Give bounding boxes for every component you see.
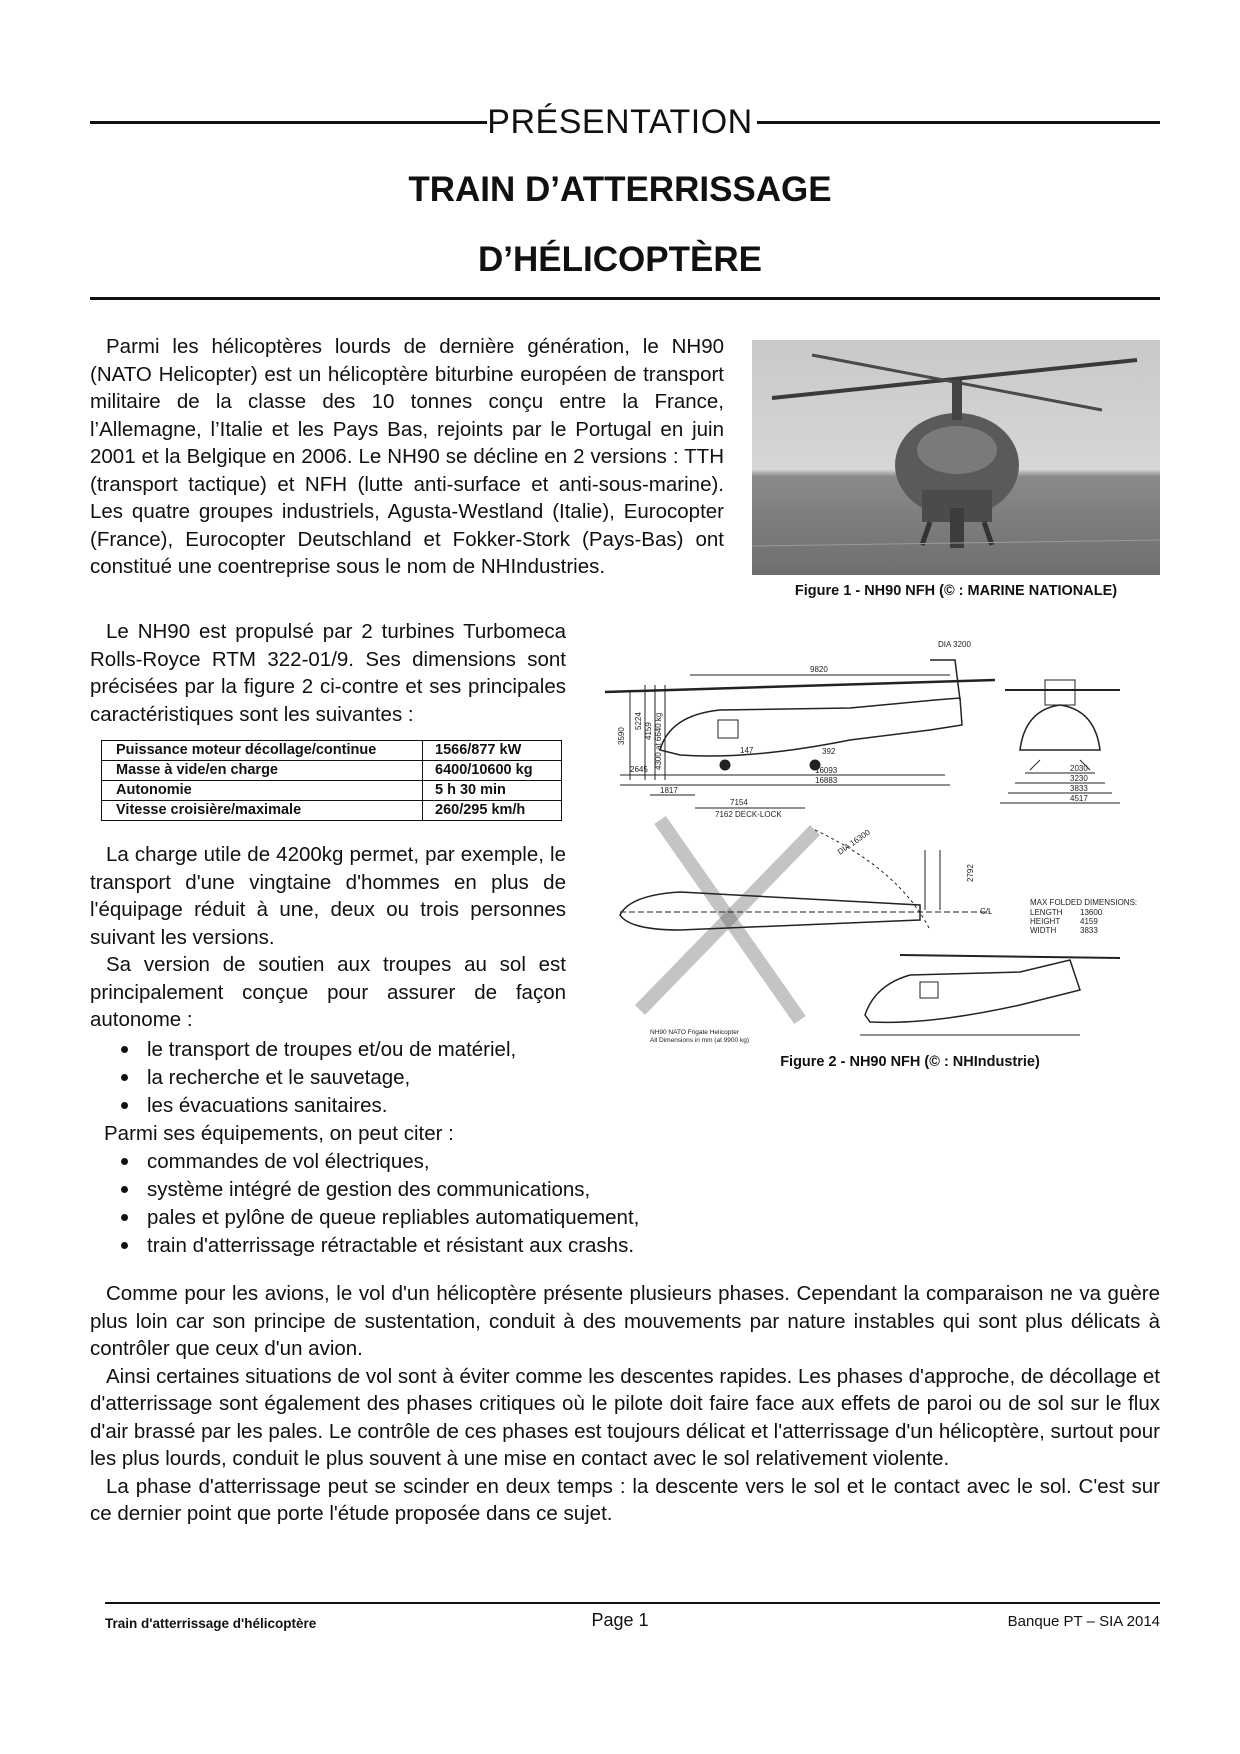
list-item	[90, 1092, 690, 1120]
dim-label: 16883	[815, 776, 838, 785]
dim-label: 3833	[1070, 784, 1088, 793]
missions-list	[90, 1036, 690, 1260]
dim-label: 9820	[810, 665, 828, 674]
intro-text-1: Parmi les hélicoptères lourds de dernière génération, le NH90 (NATO Helicopter) est un hélicoptère biturbine européen de transport militaire de la classe des 10 tonnes conçu entre la France, l’Allemagne, l’Italie et les Pays Bas, rejoints par le Portugal en juin 2001 et la Belgique en 2006. Le NH90 se décline en 2 versions : TTH (transport tactique) et NFH (lutte anti-surface et anti-sous-marine). Les quatre groupes industriels, Agusta-Westland (Italie), Eurocopter (France), Eurocopter Deutschland et Fokker-Stork (Pays-Bas) ont constitué une coentreprise sous le nom de NHIndustries.	[90, 335, 724, 578]
intro-paragraph-2	[90, 618, 566, 728]
list-item-text: le transport de troupes et/ou de matériel,	[147, 1038, 517, 1061]
list-item-text: les évacuations sanitaires.	[147, 1094, 388, 1117]
list-item-text: système intégré de gestion des communications,	[147, 1178, 591, 1201]
dim-label: 4159	[644, 722, 653, 740]
dim-label: 392	[822, 747, 836, 756]
spec-value: 1566/877 kW	[423, 741, 562, 761]
bullet-icon	[121, 1158, 128, 1165]
dim-label: DIA 16300	[835, 827, 872, 857]
dim-label: 2030	[1070, 764, 1088, 773]
title-line-1: TRAIN D’ATTERRISSAGE	[408, 170, 832, 209]
dim-label: C/L	[980, 907, 993, 916]
list-item	[90, 1232, 690, 1260]
bullet-icon	[121, 1102, 128, 1109]
spec-value: 260/295 km/h	[423, 801, 562, 821]
dim-label: HEIGHT	[1030, 917, 1061, 926]
equipment-intro: Parmi ses équipements, on peut citer :	[104, 1122, 454, 1145]
figure-1-photo	[752, 340, 1160, 575]
intro-paragraph-1	[90, 333, 724, 581]
spec-label: Puissance moteur décollage/continue	[102, 741, 423, 761]
list-item-text: commandes de vol électriques,	[147, 1150, 430, 1173]
bullet-icon	[121, 1186, 128, 1193]
middle-paragraphs	[90, 841, 566, 1034]
dim-label: 7154	[730, 798, 748, 807]
dim-label: 4159	[1080, 917, 1098, 926]
bullet-icon	[121, 1214, 128, 1221]
dim-label: 7162 DECK-LOCK	[715, 810, 782, 819]
dim-label: 5224	[634, 712, 643, 730]
footer-right: Banque PT – SIA 2014	[1007, 1613, 1160, 1630]
helicopter-photo-illustration	[752, 340, 1160, 575]
list-item-text: train d'atterrissage rétractable et résistant aux crashs.	[147, 1234, 635, 1257]
flight-phases-text: Comme pour les avions, le vol d'un hélicoptère présente plusieurs phases. Cependant la comparaison ne va guère plus loin car son principe de sustentation, conduit à des mouvements par nature instables qui sont plus délicats à contrôler que ceux d'un avion.	[90, 1282, 1160, 1360]
dim-label: 2645	[630, 765, 648, 774]
dim-label: LENGTH	[1030, 908, 1063, 917]
spec-value: 5 h 30 min	[423, 781, 562, 801]
figure-2-drawing	[600, 630, 1160, 1050]
dim-label: 2792	[966, 864, 975, 882]
bullet-icon	[121, 1074, 128, 1081]
landing-phase-text: La phase d'atterrissage peut se scinder en deux temps : la descente vers le sol et le contact avec le sol. C'est sur ce dernier point que porte l'étude proposée dans ce sujet.	[90, 1474, 1160, 1525]
list-item	[90, 1036, 690, 1064]
title-line-2: D’HÉLICOPTÈRE	[478, 240, 762, 279]
table-row	[102, 761, 562, 781]
specs-table	[101, 740, 562, 821]
spec-value: 6400/10600 kg	[423, 761, 562, 781]
spec-label: Masse à vide/en charge	[102, 761, 423, 781]
spec-label: Autonomie	[102, 781, 423, 801]
dim-label: 3590	[617, 727, 626, 745]
closing-paragraphs	[90, 1280, 1160, 1528]
dim-label: 16093	[815, 766, 838, 775]
bullet-icon	[121, 1242, 128, 1249]
dim-label: WIDTH	[1030, 926, 1057, 935]
figure-1-caption: Figure 1 - NH90 NFH (© : MARINE NATIONALE)	[794, 583, 1118, 599]
drawing-note: NH90 NATO Frigate Helicopter	[650, 1029, 739, 1036]
dim-label: DIA 3200	[938, 640, 971, 649]
list-item-text: la recherche et le sauvetage,	[147, 1066, 411, 1089]
footer-left: Train d'atterrissage d'hélicoptère	[105, 1616, 317, 1631]
dim-label: 4300 at 6640 kg	[654, 712, 663, 770]
list-item	[90, 1064, 690, 1092]
critical-phases-text: Ainsi certaines situations de vol sont à éviter comme les descentes rapides. Les phases d'approche, de décollage et d'atterrissage sont également des phases critiques où le pilote doit faire face aux effets de paroi ou de sol sur le flux d'air brassé par les pales. Le contrôle de ces phases est toujours délicat et l'atterrissage d'un hélicoptère, surtout pour les plus lourds, conduit le plus souvent à une mise en contact avec le sol relativement violente.	[90, 1364, 1160, 1470]
drawing-note: All Dimensions in mm (at 9900 kg)	[650, 1037, 749, 1044]
list-item	[90, 1204, 690, 1232]
section-title: PRÉSENTATION	[487, 103, 753, 141]
list-item	[90, 1176, 690, 1204]
dim-label: MAX FOLDED DIMENSIONS:	[1030, 898, 1138, 907]
table-row	[102, 801, 562, 821]
dim-label: 3833	[1080, 926, 1098, 935]
list-item	[90, 1148, 690, 1176]
list-item-text: pales et pylône de queue repliables automatiquement,	[147, 1206, 640, 1229]
figure-2-caption: Figure 2 - NH90 NFH (© : NHIndustrie)	[780, 1054, 1040, 1070]
dim-label: 13600	[1080, 908, 1103, 917]
dim-label: 3230	[1070, 774, 1088, 783]
nh90-dimension-drawing	[600, 630, 1160, 1050]
table-row	[102, 741, 562, 761]
intro-text-2: Le NH90 est propulsé par 2 turbines Turbomeca Rolls-Royce RTM 322-01/9. Ses dimensions sont précisées par la figure 2 ci-contre et ses principales caractéristiques sont les suivantes :	[90, 620, 566, 726]
table-row	[102, 781, 562, 801]
dim-label: 147	[740, 746, 754, 755]
title-underline	[90, 297, 1160, 300]
page-number: Page 1	[591, 1610, 649, 1630]
support-version-text: Sa version de soutien aux troupes au sol est principalement conçue pour assurer de façon autonome :	[90, 953, 566, 1031]
spec-label: Vitesse croisière/maximale	[102, 801, 423, 821]
bullet-icon	[121, 1046, 128, 1053]
footer-rule	[105, 1602, 1160, 1604]
dim-label: 4517	[1070, 794, 1088, 803]
payload-text: La charge utile de 4200kg permet, par exemple, le transport d'une vingtaine d'hommes en plus de l'équipage réduit à une, deux ou trois personnes suivant les versions.	[90, 843, 566, 949]
dim-label: 1817	[660, 786, 678, 795]
